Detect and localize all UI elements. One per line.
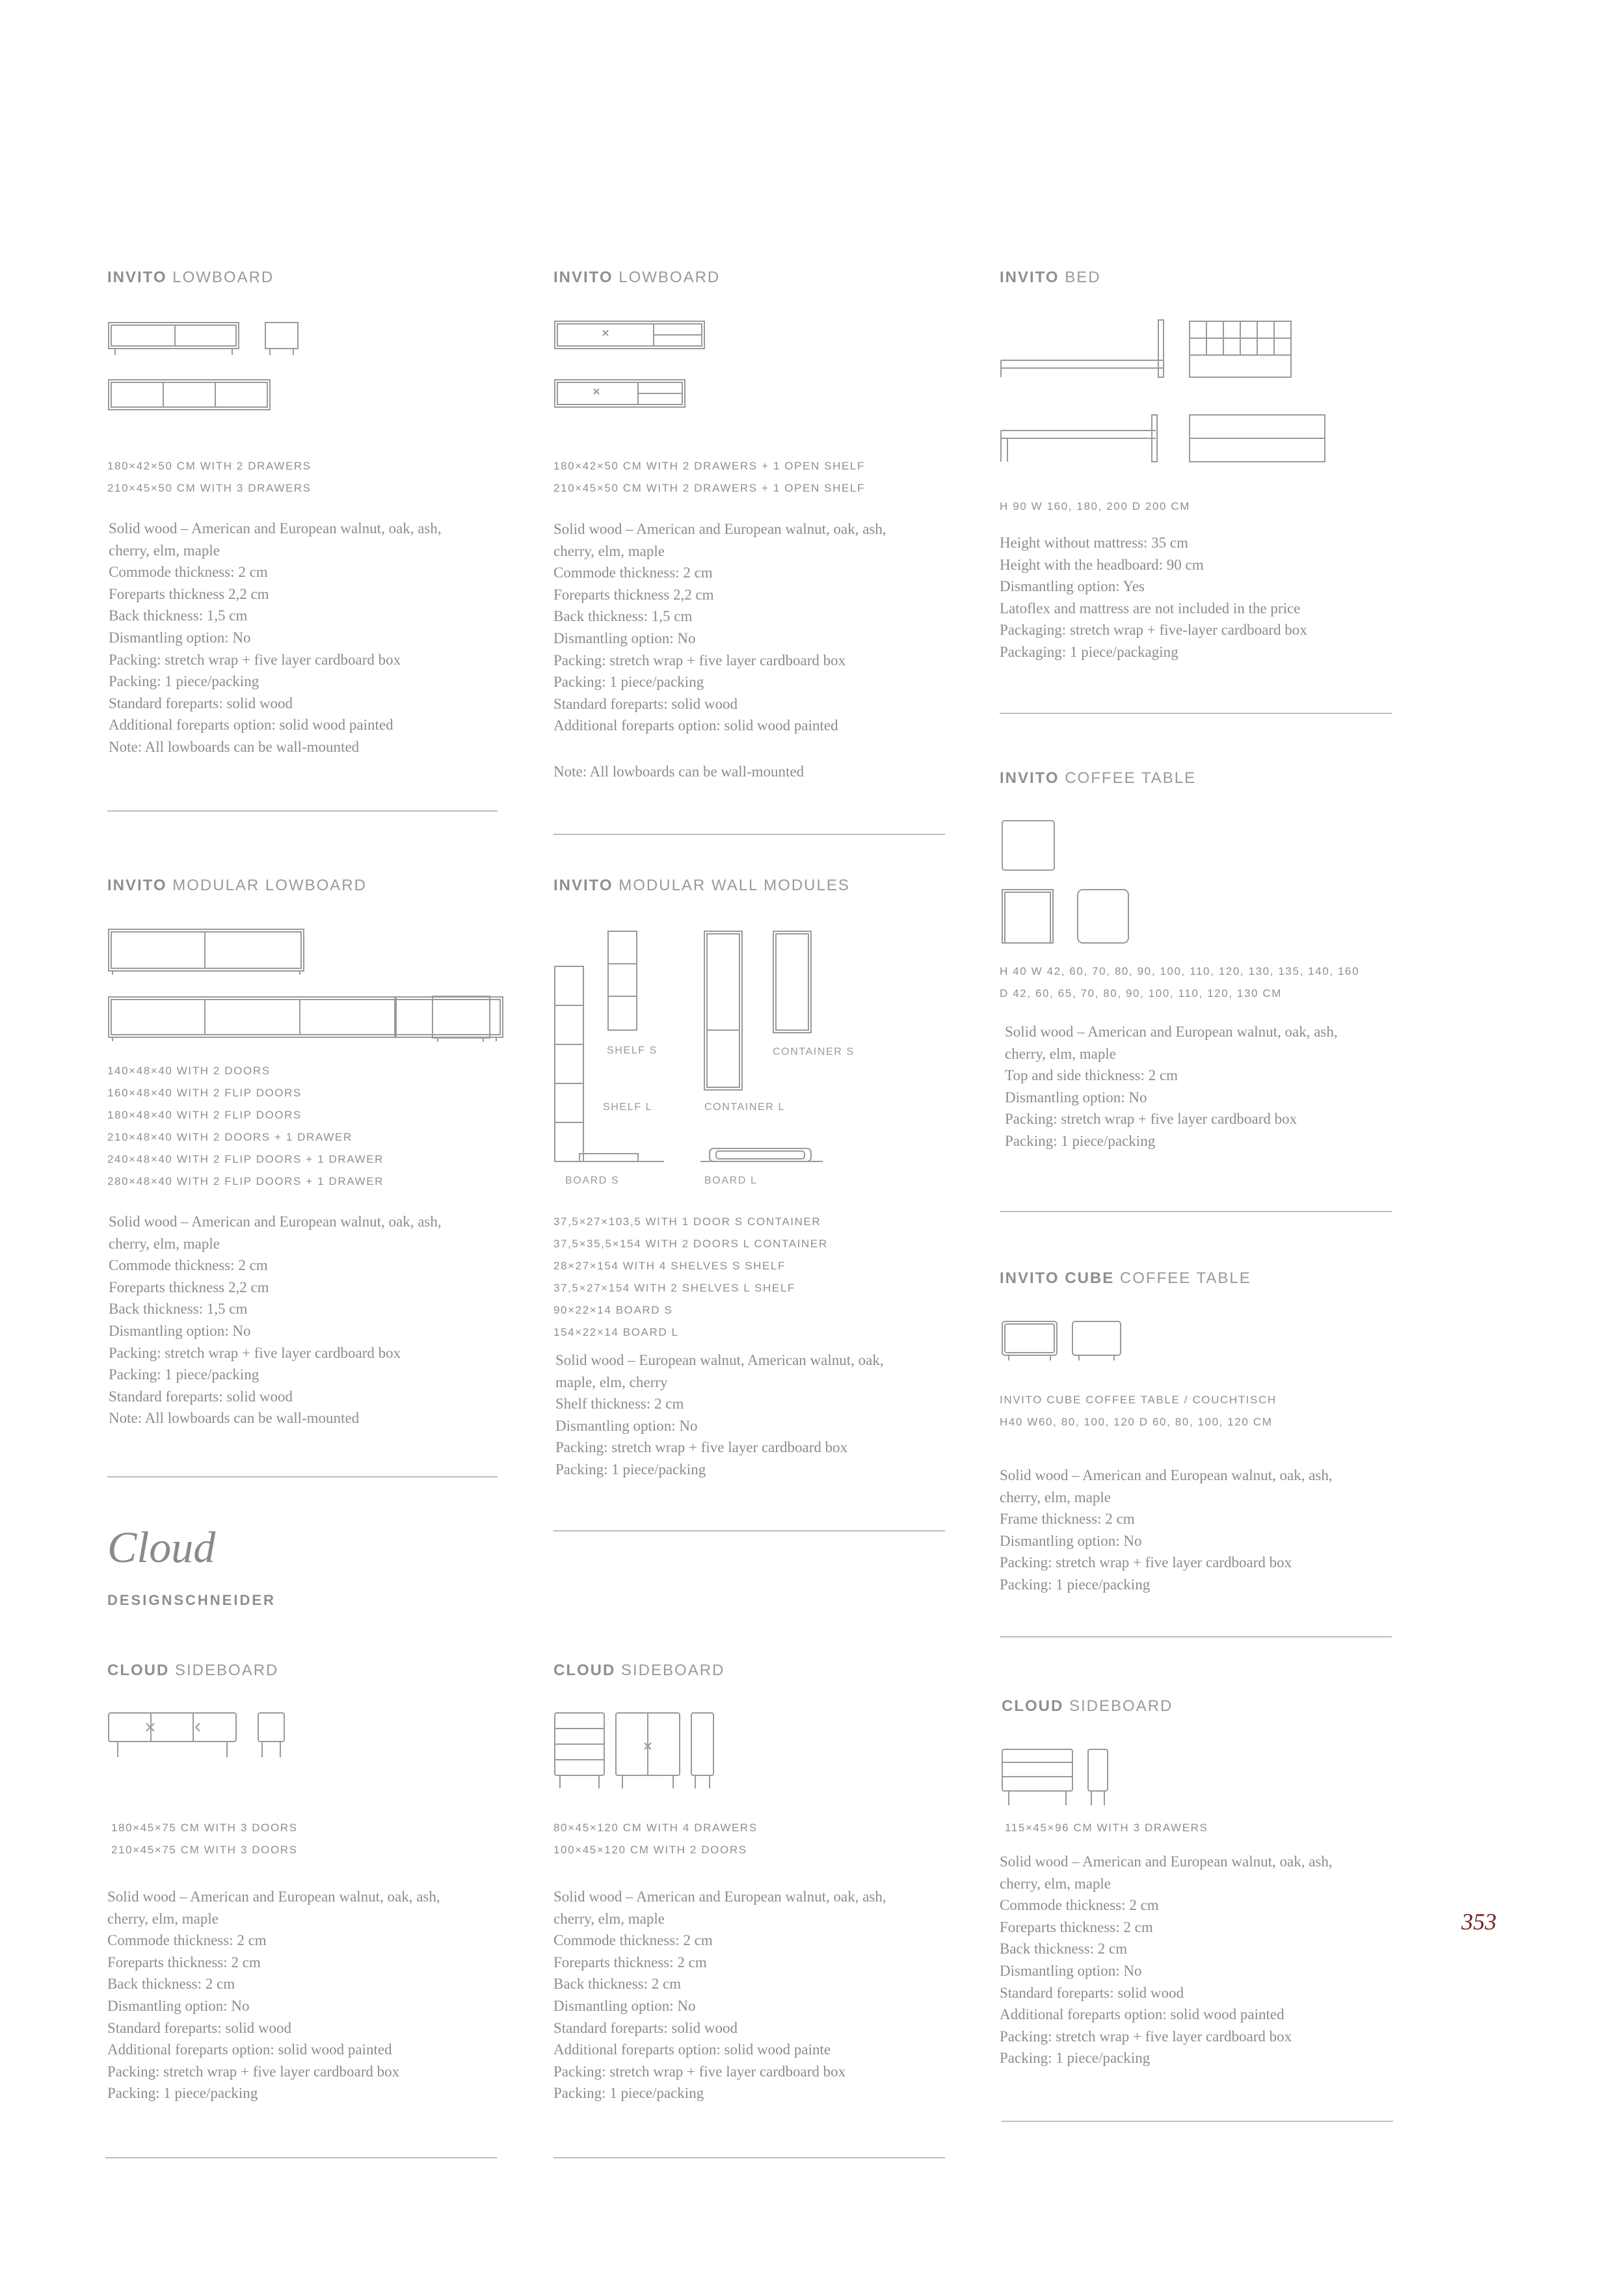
lowboard-open-shelf-drawing [553,319,710,410]
dimension-list: 180×42×50 CM WITH 2 DRAWERS 210×45×50 CM WITH 3 DRAWERS [107,460,312,494]
divider [1000,1636,1392,1637]
cloud-drawer-sideboard-drawing [1000,1747,1117,1812]
divider [107,1476,498,1478]
dimension-list: H 40 W 42, 60, 70, 80, 90, 100, 110, 120, 130, 135, 140, 160 D 42, 60, 65, 70, 80, 90, 100, 110, 120, 130 CM [1000,965,1360,1000]
divider [1000,1211,1392,1212]
section-title-invito-wall-modules: INVITO MODULAR WALL MODULES [553,877,850,894]
section-title-cloud-sideboard-2: CLOUD SIDEBOARD [553,1662,725,1679]
divider [1000,713,1392,714]
section-title-invito-lowboard-2: INVITO LOWBOARD [553,269,721,286]
label-shelf-s: SHELF S [607,1045,658,1056]
spec-description: Solid wood – American and European walnut, oak, ash, cherry, elm, maple Commode thickness: 2 cm Foreparts thickness 2,2 cm Back thickness: 1,5 cm Dismantling option: No Packing: stretch wrap + five layer cardboard box Packing: 1 piece/packing Standard foreparts: solid wood Additional foreparts option: solid wood painted Note: All lowboards can be wall-mounted [109,520,442,755]
page-number: 353 [1461,1909,1497,1935]
divider [553,834,945,835]
divider [105,2157,497,2158]
divider [553,2157,945,2158]
dimension-list: 115×45×96 CM WITH 3 DRAWERS [1005,1822,1208,1834]
section-title-invito-bed: INVITO BED [1000,269,1101,286]
label-board-s: BOARD S [565,1175,620,1186]
spec-description: Solid wood – American and European walnut, oak, ash, cherry, elm, maple Top and side thickness: 2 cm Dismantling option: No Packing: stretch wrap + five layer cardboard box Packing: 1 piece/packing [1005,1024,1338,1149]
label-shelf-l: SHELF L [603,1102,653,1113]
note: Note: All lowboards can be wall-mounted [553,763,805,780]
spec-description: Solid wood – American and European walnut, oak, ash, cherry, elm, maple Commode thickness: 2 cm Foreparts thickness: 2 cm Back thickness: 2 cm Dismantling option: No Standard foreparts: solid wood Additional foreparts option: solid wood painted Packing: stretch wrap + five layer cardboard box Packing: 1 piece/packing [1000,1853,1333,2067]
spec-description: Solid wood – American and European walnut, oak, ash, cherry, elm, maple Commode thickness: 2 cm Foreparts thickness 2,2 cm Back thickness: 1,5 cm Dismantling option: No Packing: stretch wrap + five layer cardboard box Packing: 1 piece/packing Standard foreparts: solid wood Additional foreparts option: solid wood painted [553,521,886,734]
label-container-s: CONTAINER S [773,1046,855,1057]
divider [553,1530,945,1531]
label-container-l: CONTAINER L [704,1102,785,1113]
cube-table-drawing [1000,1319,1130,1364]
coffee-table-drawing [1000,818,1130,948]
section-title-invito-cube: INVITO CUBE COFFEE TABLE [1000,1269,1251,1287]
dimension-list: 140×48×40 WITH 2 DOORS 160×48×40 WITH 2 FLIP DOORS 180×48×40 WITH 2 FLIP DOORS 210×48×40 WITH 2 DOORS + 1 DRAWER 240×48×40 WITH 2 FLIP DOORS + 1 DRAWER 280×48×40 WITH 2 FLIP DOORS + 1 DRAWER [107,1065,384,1187]
brand-name: Cloud [107,1522,216,1572]
bed-drawing [1000,319,1338,468]
divider [1002,2121,1393,2122]
label-board-l: BOARD L [704,1175,758,1186]
section-title-invito-coffee-table: INVITO COFFEE TABLE [1000,769,1197,787]
dimension-list: 180×42×50 CM WITH 2 DRAWERS + 1 OPEN SHELF 210×45×50 CM WITH 2 DRAWERS + 1 OPEN SHELF [553,460,865,494]
divider [107,810,498,812]
section-title-invito-modular-lowboard: INVITO MODULAR LOWBOARD [107,877,367,894]
spec-description: Solid wood – American and European walnut, oak, ash, cherry, elm, maple Frame thickness: 2 cm Dismantling option: No Packing: stretch wrap + five layer cardboard box Packing: 1 piece/packing [1000,1467,1333,1593]
dimension-list: 180×45×75 CM WITH 3 DOORS 210×45×75 CM WITH 3 DOORS [111,1822,298,1856]
spec-description: Solid wood – American and European walnut, oak, ash, cherry, elm, maple Commode thickness: 2 cm Foreparts thickness 2,2 cm Back thickness: 1,5 cm Dismantling option: No Packing: stretch wrap + five layer cardboard box Packing: 1 piece/packing Standard foreparts: solid wood Note: All lowboards can be wall-mounted [109,1213,442,1427]
modular-box-drawing [431,995,491,1043]
boards-drawing [553,1139,827,1165]
dimension-list: H 90 W 160, 180, 200 D 200 CM [1000,500,1191,512]
lowboard-drawing [107,319,302,416]
dimension-list: INVITO CUBE COFFEE TABLE / COUCHTISCH H40 W60, 80, 100, 120 D 60, 80, 100, 120 CM [1000,1394,1277,1428]
section-title-cloud-sideboard-3: CLOUD SIDEBOARD [1002,1697,1173,1715]
section-title-invito-lowboard-1: INVITO LOWBOARD [107,269,274,286]
section-title-cloud-sideboard-1: CLOUD SIDEBOARD [107,1662,279,1679]
spec-description: Height without mattress: 35 cm Height with the headboard: 90 cm Dismantling option: Yes Latoflex and mattress are not included in the price Packaging: stretch wrap + five-layer cardboard box Packaging: 1 piece/packaging [1000,535,1307,660]
dimension-list: 37,5×27×103,5 WITH 1 DOOR S CONTAINER 37,5×35,5×154 WITH 2 DOORS L CONTAINER 28×27×154 WITH 4 SHELVES S SHELF 37,5×27×154 WITH 2 SHELVES L SHELF 90×22×14 BOARD S 154×22×14 BOARD L [553,1215,828,1338]
spec-description: Solid wood – European walnut, American walnut, oak, maple, elm, cherry Shelf thickness: 2 cm Dismantling option: No Packing: stretch wrap + five layer cardboard box Packing: 1 piece/packing [555,1352,884,1478]
cloud-tall-sideboard-drawing [553,1710,723,1795]
designer-name: DESIGNSCHNEIDER [107,1592,276,1608]
spec-description: Solid wood – American and European walnut, oak, ash, cherry, elm, maple Commode thickness: 2 cm Foreparts thickness: 2 cm Back thickness: 2 cm Dismantling option: No Standard foreparts: solid wood Additional foreparts option: solid wood painted Packing: stretch wrap + five layer cardboard box Packing: 1 piece/packing [107,1889,440,2102]
cloud-sideboard-drawing [107,1710,289,1762]
dimension-list: 80×45×120 CM WITH 4 DRAWERS 100×45×120 CM WITH 2 DOORS [553,1822,758,1856]
spec-description: Solid wood – American and European walnut, oak, ash, cherry, elm, maple Commode thickness: 2 cm Foreparts thickness: 2 cm Back thickness: 2 cm Dismantling option: No Standard foreparts: solid wood Additional foreparts option: solid wood painte Packing: stretch wrap + five layer cardboard box Packing: 1 piece/packing [553,1889,886,2102]
